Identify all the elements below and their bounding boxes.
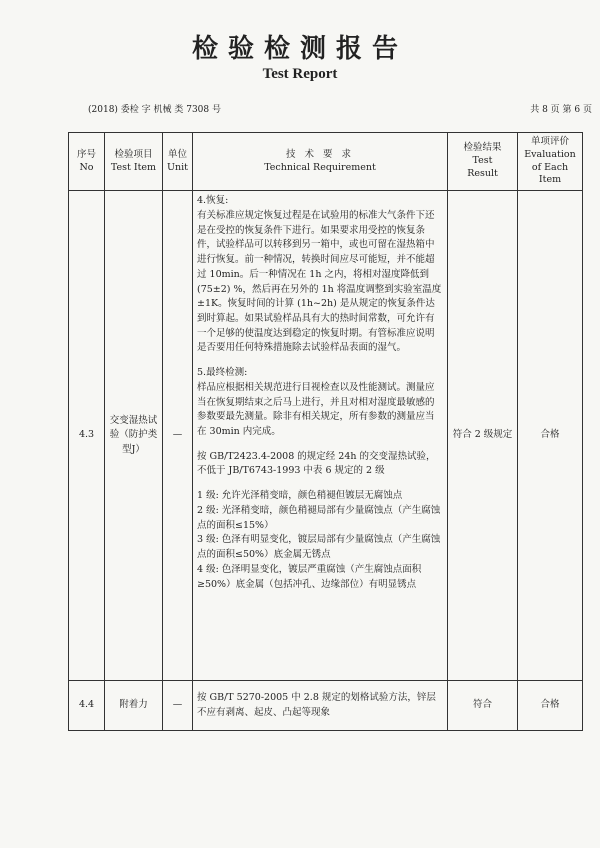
req-grade-4: 4 级: 色泽明显变化，镀层严重腐蚀（产生腐蚀点面积≥50%）底金属（包括冲孔、边缘部位）有明显锈点	[197, 563, 422, 590]
row-evaluation: 合格	[518, 681, 583, 731]
row-unit: —	[163, 191, 193, 681]
header-unit: 单位 Unit	[163, 133, 193, 191]
row-result: 符合	[448, 681, 518, 731]
row-requirement: 按 GB/T 5270-2005 中 2.8 规定的划格试验方法，锌层不应有剥离、起皮、凸起等现象	[193, 681, 448, 731]
row-result: 符合 2 级规定	[448, 191, 518, 681]
table-row	[69, 191, 583, 681]
header-requirement: 技 术 要 求 Technical Requirement	[193, 133, 448, 191]
row-evaluation: 合格	[518, 191, 583, 681]
req-grade-3: 3 级: 色泽有明显变化，镀层局部有少量腐蚀点（产生腐蚀点的面积≤50%）底金属无锈点	[197, 534, 441, 561]
report-reference-number: (2018) 委检 字 机械 类 7308 号	[88, 105, 221, 115]
header-evaluation: 单项评价 Evaluation of Each Item	[518, 133, 583, 191]
table-header-row	[69, 133, 583, 191]
table-row	[69, 681, 583, 731]
page-indicator: 共 8 页 第 6 页	[530, 105, 592, 115]
header-no: 序号 No	[69, 133, 105, 191]
header-result: 检验结果 Test Result	[448, 133, 518, 191]
report-title-en: Test Report	[262, 66, 338, 82]
req-final-text: 样品应根据相关规范进行目视检查以及性能测试。测量应当在恢复期结束之后马上进行，并且对相对湿度最敏感的参数要最先测量。除非有相关规定，所有参数的测量应当在 30min 内完成。	[197, 381, 435, 438]
req-recovery-text: 有关标准应规定恢复过程是在试验用的标准大气条件下还是在受控的恢复条件下进行。如果要求用受控的恢复条件，试验样品可以转移到另一箱中，或也可留在湿热箱中进行恢复。前一种情况，转换时间应尽可能短，并不能超过 10min。后一种情况在 1h 之内，将相对湿度降低到 (75±2) %，然后再在另外的 1h 将温度调整到实验室温度±1K。恢复时间的计算 (1h~2h) 是从规定的恢复条件达到时算起。如果试验样品具有大的热时间常数，可允许有一个足够的使温度达到稳定的恢复时期。有管标准应说明是否要用任何特殊措施除去试验样品表面的湿气。	[197, 209, 442, 354]
req-grade-2: 2 级: 光泽稍变暗，颜色稍褪局部有少量腐蚀点（产生腐蚀点的面积≤15%）	[197, 504, 441, 531]
row-unit: —	[163, 681, 193, 731]
header-item: 检验项目 Test Item	[105, 133, 163, 191]
report-title-cn: 检验检测报告	[191, 34, 408, 64]
row-no: 4.4	[69, 681, 105, 731]
row-item: 交变湿热试验（防护类型J）	[105, 191, 163, 681]
report-table	[68, 132, 583, 731]
req-standard-text: 按 GB/T2423.4-2008 的规定经 24h 的交变湿热试验，不低于 JB/T6743-1993 中表 6 规定的 2 级	[197, 450, 436, 477]
req-final-heading: 5.最终检测:	[197, 367, 248, 379]
row-requirement	[193, 191, 448, 681]
row-item: 附着力	[105, 681, 163, 731]
req-grade-1: 1 级: 允许光泽稍变暗，颜色稍褪但镀层无腐蚀点	[197, 490, 403, 502]
row-no: 4.3	[69, 191, 105, 681]
req-recovery-heading: 4.恢复:	[197, 195, 229, 207]
